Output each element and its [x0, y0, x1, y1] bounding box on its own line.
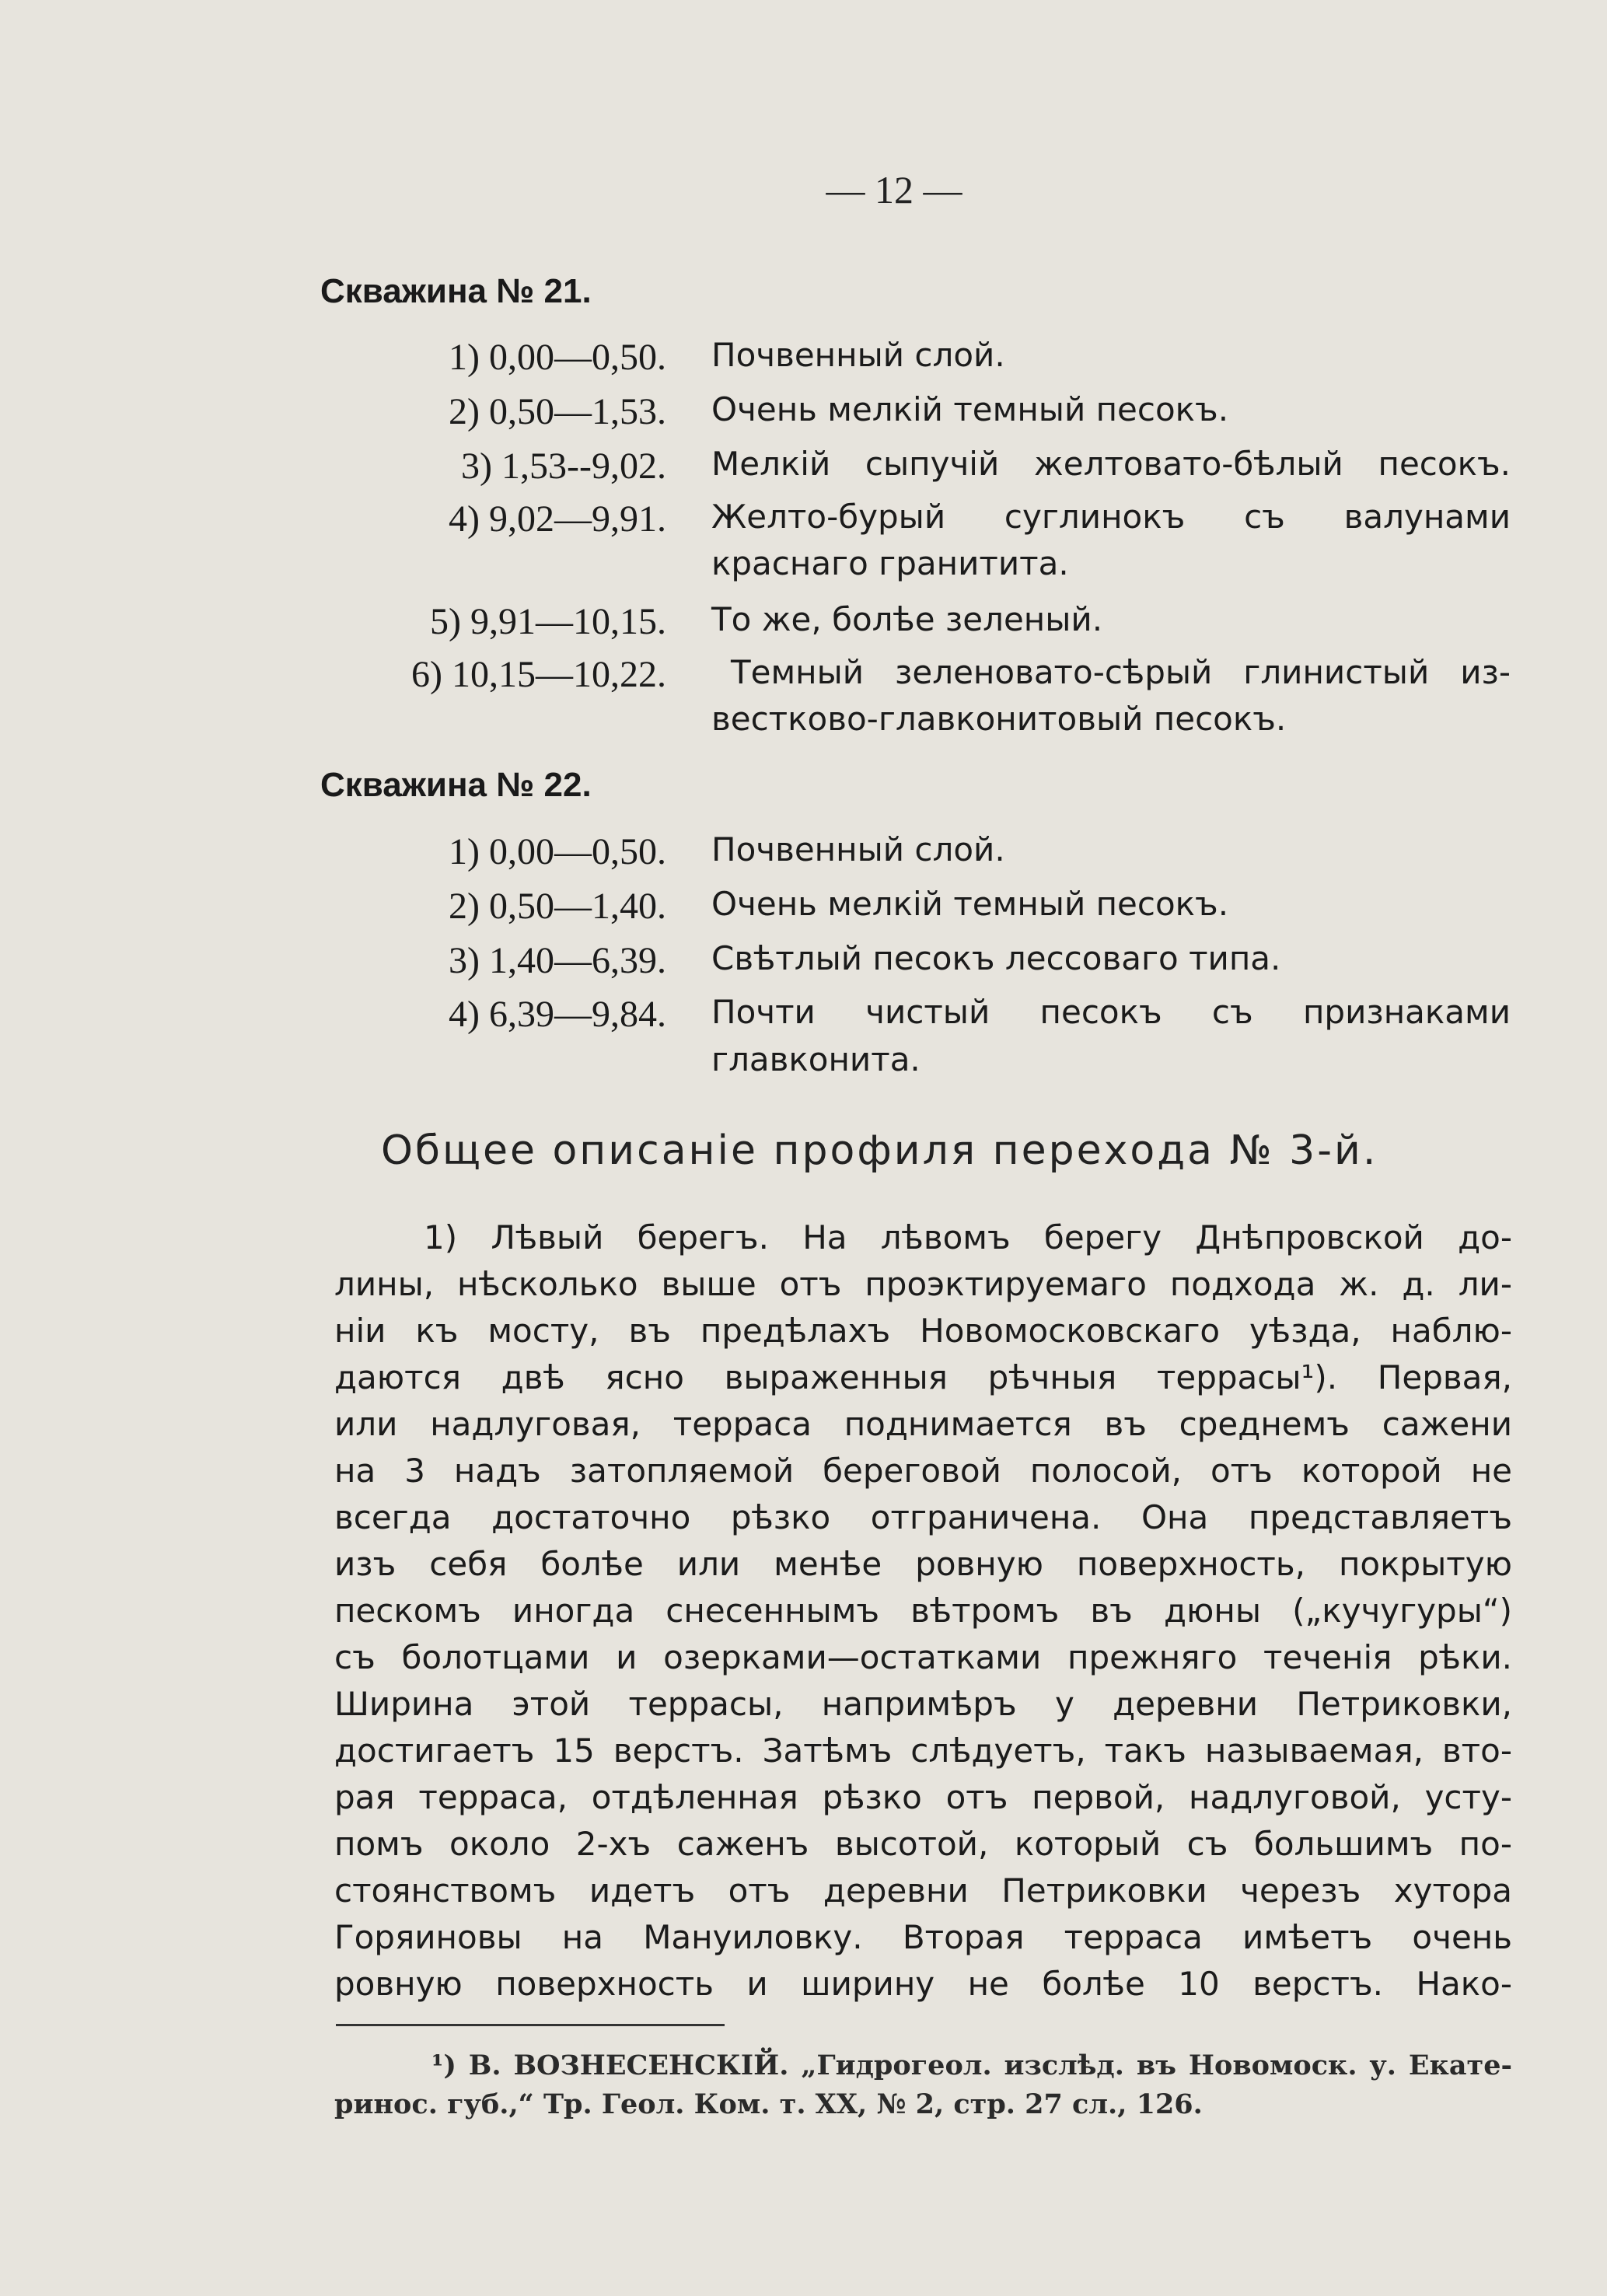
layer-depth: 1) 0,00—0,50. — [449, 337, 666, 378]
layer-row-continuation — [0, 1040, 1607, 1090]
layer-row — [0, 498, 1607, 547]
paragraph-line: изъ себя болѣе или менѣе ровную поверхность, покрытую — [334, 1545, 1512, 1583]
layer-row — [0, 600, 1607, 650]
layer-depth: 4) 9,02—9,91. — [449, 498, 666, 540]
paragraph-line: 1) Лѣвый берегъ. На лѣвомъ берегу Днѣпровской до- — [424, 1218, 1512, 1256]
layer-row — [0, 445, 1607, 494]
layer-description: вестково-главконитовый песокъ. — [711, 700, 1287, 738]
page-number: — 12 — — [826, 168, 962, 211]
body-paragraph — [334, 1214, 1512, 2008]
well-title-22: Скважина № 22. — [320, 766, 592, 804]
paragraph-line: помъ около 2-хъ саженъ высотой, который съ большимъ по- — [334, 1825, 1512, 1863]
layer-description: Почти чистый песокъ съ признаками — [711, 993, 1511, 1031]
layer-row — [0, 993, 1607, 1043]
paragraph-line: или надлуговая, терраса поднимается въ среднемъ сажени — [334, 1405, 1512, 1443]
layer-row — [0, 390, 1607, 440]
paragraph-line: даются двѣ ясно выраженныя рѣчныя террасы¹). Первая, — [334, 1358, 1512, 1396]
layer-depth: 6) 10,15—10,22. — [411, 654, 666, 695]
paragraph-line: рая терраса, отдѣленная рѣзко отъ первой, надлуговой, усту- — [334, 1778, 1512, 1816]
layer-description: Почвенный слой. — [711, 830, 1005, 868]
paragraph-line: Горяиновы на Мануиловку. Вторая терраса имѣетъ очень — [334, 1918, 1512, 1956]
paragraph-line: на 3 надъ затопляемой береговой полосой, отъ которой не — [334, 1452, 1512, 1490]
layer-row — [0, 653, 1607, 703]
paragraph-line: ровную поверхность и ширину не болѣе 10 верстъ. Нако- — [334, 1965, 1512, 2003]
layer-depth: 1) 0,00—0,50. — [449, 831, 666, 872]
layer-description: Темный зеленовато-сѣрый глинистый из- — [731, 653, 1511, 691]
paragraph-line: стоянствомъ идетъ отъ деревни Петриковки черезъ хутора — [334, 1871, 1512, 1910]
footnote — [334, 2046, 1512, 2124]
layer-depth: 2) 0,50—1,40. — [449, 886, 666, 927]
section-heading: Общее описанiе профиля перехода № 3-й. — [381, 1127, 1378, 1174]
layer-row — [0, 939, 1607, 989]
layer-row-continuation — [0, 544, 1607, 594]
layer-depth: 2) 0,50—1,53. — [449, 391, 666, 432]
layer-row — [0, 830, 1607, 880]
layer-description: Желто-бурый суглинокъ съ валунами — [711, 498, 1511, 536]
layer-depth: 3) 1,40—6,39. — [449, 940, 666, 981]
well-title-21: Скважина № 21. — [320, 272, 592, 310]
footnote-divider — [336, 2024, 725, 2026]
layer-depth: 3) 1,53--9,02. — [461, 446, 666, 487]
layer-description: Мелкiй сыпучiй желтовато-бѣлый песокъ. — [711, 445, 1511, 483]
layer-row — [0, 336, 1607, 386]
layer-depth: 4) 6,39—9,84. — [449, 994, 666, 1035]
paragraph-line: всегда достаточно рѣзко отграничена. Она представляетъ — [334, 1498, 1512, 1536]
paragraph-line: достигаетъ 15 верстъ. Затѣмъ слѣдуетъ, такъ называемая, вто- — [334, 1732, 1512, 1770]
layer-description: главконита. — [711, 1040, 921, 1078]
layer-row-continuation — [0, 700, 1607, 750]
footnote-line: ¹) В. ВОЗНЕСЕНСКIЙ. „Гидрогеол. изслѣд. въ Новомоск. у. Екате- — [431, 2050, 1512, 2081]
layer-depth: 5) 9,91—10,15. — [430, 601, 666, 642]
layer-description: Свѣтлый песокъ лессоваго типа. — [711, 939, 1281, 977]
paragraph-line: Ширина этой террасы, напримѣръ у деревни Петриковки, — [334, 1685, 1512, 1723]
footnote-line: ринос. губ.,“ Тр. Геол. Ком. т. XX, № 2, стр. 27 сл., 126. — [334, 2088, 1203, 2120]
layer-description: Очень мелкiй темный песокъ. — [711, 390, 1229, 428]
layer-description: Почвенный слой. — [711, 336, 1005, 374]
layer-row — [0, 885, 1607, 935]
paragraph-line: нiи къ мосту, въ предѣлахъ Новомосковскаго уѣзда, наблю- — [334, 1312, 1512, 1350]
layer-description: краснаго гранитита. — [711, 544, 1069, 582]
paragraph-line: лины, нѣсколько выше отъ проэктируемаго подхода ж. д. ли- — [334, 1265, 1512, 1303]
layer-description: Очень мелкiй темный песокъ. — [711, 885, 1229, 923]
paragraph-line: съ болотцами и озерками—остатками прежняго теченiя рѣки. — [334, 1638, 1512, 1676]
paragraph-line: пескомъ иногда снесеннымъ вѣтромъ въ дюны („кучугуры“) — [334, 1592, 1512, 1630]
layer-description: То же, болѣе зеленый. — [711, 600, 1103, 638]
